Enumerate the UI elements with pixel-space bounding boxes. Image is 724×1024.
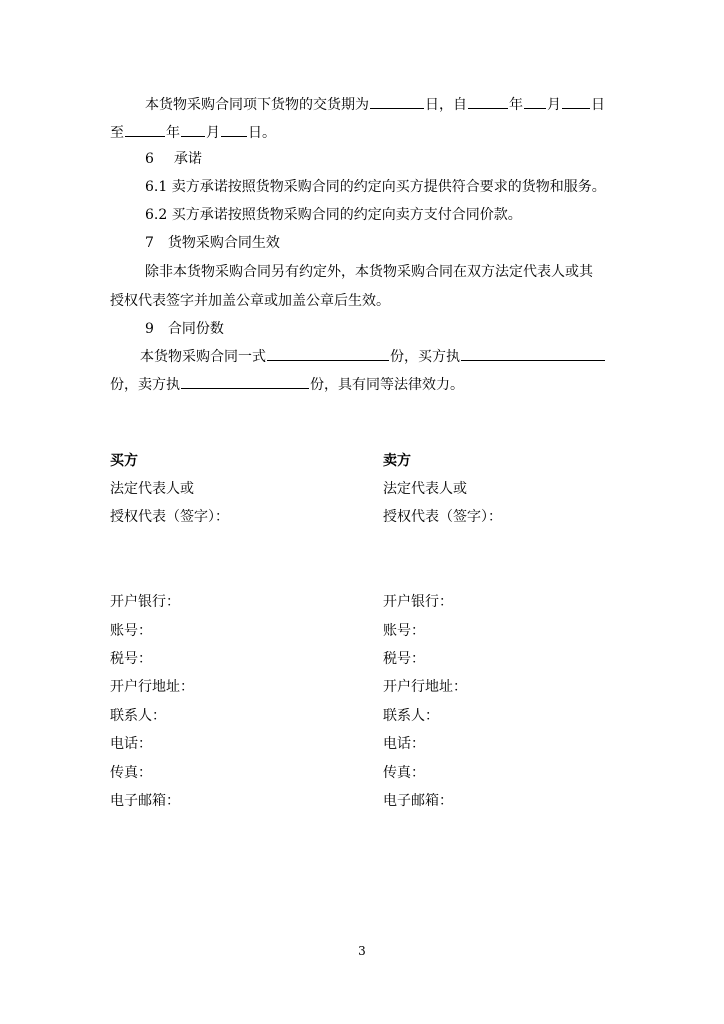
section-7-number: 7 — [145, 235, 154, 251]
buyer-copies-label: 份，买方执 — [390, 349, 460, 365]
delivery-end-year-blank — [125, 122, 165, 137]
delivery-end-year-label: 年 — [166, 125, 180, 141]
buyer-fax: 传真： — [110, 765, 152, 781]
delivery-days-blank — [370, 94, 424, 109]
buyer-contact: 联系人： — [110, 708, 166, 724]
seller-email: 电子邮箱： — [383, 793, 453, 809]
delivery-end-month-blank — [181, 122, 205, 137]
copies-suffix: 份，具有同等法律效力。 — [310, 377, 464, 393]
seller-fax: 传真： — [383, 765, 425, 781]
section-7-heading — [145, 234, 280, 252]
seller-title: 卖方 — [383, 453, 411, 469]
section-6-title: 承诺 — [173, 151, 202, 167]
delivery-start-day-label: 日 — [591, 97, 605, 113]
total-copies-blank — [267, 346, 389, 361]
delivery-year-label: 年 — [509, 97, 523, 113]
delivery-prefix: 本货物采购合同项下货物的交货期为 — [145, 97, 369, 113]
seller-rep-line-2: 授权代表（签字）： — [383, 509, 502, 525]
buyer-account: 账号： — [110, 623, 152, 639]
seller-copies-blank — [181, 374, 309, 389]
delivery-start-month-blank — [524, 94, 546, 109]
seller-copies-label: 份，卖方执 — [110, 377, 180, 393]
buyer-rep-line-1: 法定代表人或 — [110, 481, 194, 497]
section-7-title: 货物采购合同生效 — [167, 235, 280, 251]
section-9-heading — [145, 320, 224, 338]
seller-bank-address: 开户行地址： — [383, 679, 467, 695]
delivery-day-label: 日 — [425, 97, 439, 113]
buyer-title: 买方 — [110, 453, 138, 469]
delivery-start-year-blank — [468, 94, 508, 109]
buyer-rep-line-2: 授权代表（签字）： — [110, 509, 229, 525]
copies-prefix: 本货物采购合同一式 — [140, 349, 266, 365]
delivery-line-2 — [110, 122, 276, 142]
buyer-phone: 电话： — [110, 736, 152, 752]
buyer-email: 电子邮箱： — [110, 793, 180, 809]
section-9-line-1 — [140, 346, 606, 366]
delivery-from-label: ，自 — [439, 97, 467, 113]
section-9-line-2 — [110, 374, 464, 394]
section-6-item-2: 6.2 买方承诺按照货物采购合同的约定向卖方支付合同价款。 — [145, 207, 522, 223]
delivery-line-1 — [145, 94, 605, 114]
buyer-tax: 税号： — [110, 651, 152, 667]
buyer-bank: 开户银行： — [110, 594, 180, 610]
buyer-bank-address: 开户行地址： — [110, 679, 194, 695]
delivery-start-day-blank — [562, 94, 590, 109]
section-6-heading — [145, 150, 202, 168]
buyer-copies-blank — [461, 346, 605, 361]
seller-phone: 电话： — [383, 736, 425, 752]
page-number: 3 — [358, 944, 366, 958]
section-7-text-line-2: 授权代表签字并加盖公章或加盖公章后生效。 — [110, 293, 390, 309]
delivery-end-day-label: 日。 — [248, 125, 276, 141]
section-9-title: 合同份数 — [167, 321, 224, 337]
seller-bank: 开户银行： — [383, 594, 453, 610]
seller-contact: 联系人： — [383, 708, 439, 724]
section-6-number: 6 — [145, 151, 154, 167]
delivery-month-label: 月 — [547, 97, 561, 113]
delivery-to-label: 至 — [110, 125, 124, 141]
section-7-text-line-1: 除非本货物采购合同另有约定外，本货物采购合同在双方法定代表人或其 — [145, 264, 593, 280]
seller-rep-line-1: 法定代表人或 — [383, 481, 467, 497]
delivery-end-day-blank — [221, 122, 247, 137]
seller-account: 账号： — [383, 623, 425, 639]
section-9-number: 9 — [145, 321, 154, 337]
section-6-item-1: 6.1 卖方承诺按照货物采购合同的约定向买方提供符合要求的货物和服务。 — [145, 179, 606, 195]
seller-tax: 税号： — [383, 651, 425, 667]
delivery-end-month-label: 月 — [206, 125, 220, 141]
